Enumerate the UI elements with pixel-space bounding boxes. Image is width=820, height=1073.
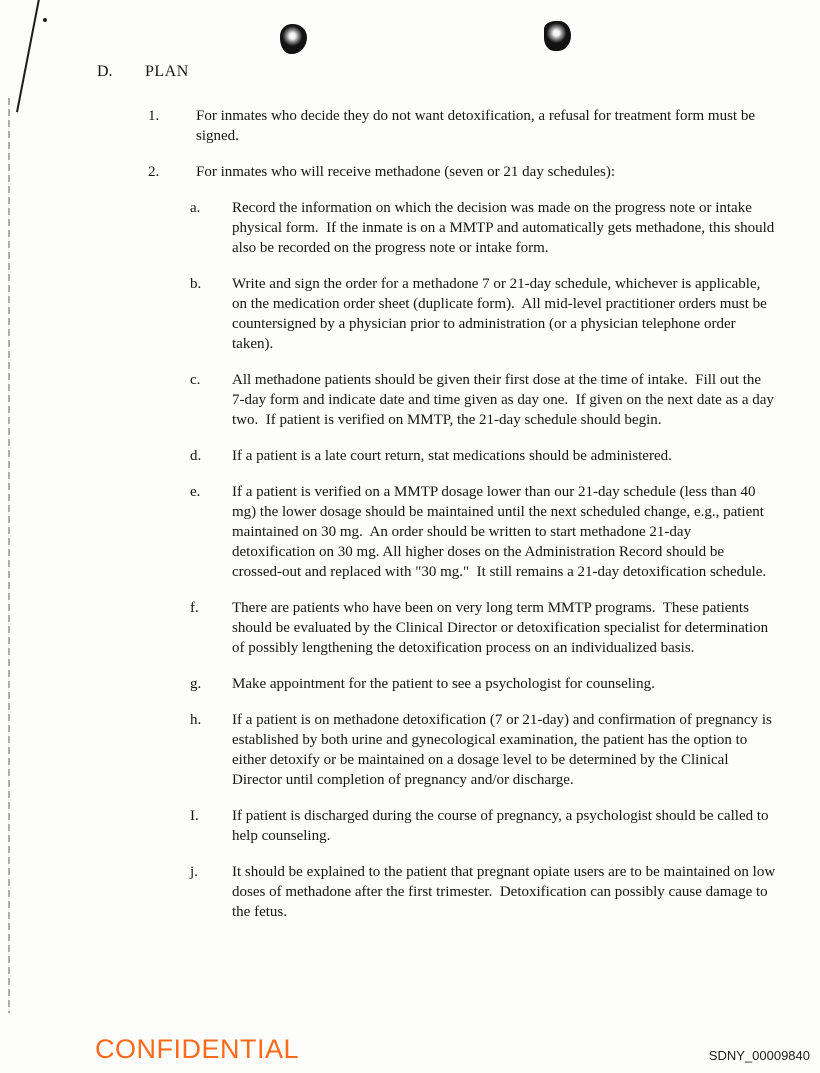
subitem-text: If patient is discharged during the course of pregnancy, a psychologist should be called to help counseling. [232,808,773,844]
document-content [0,62,820,938]
subitem-text: If a patient is on methadone detoxification (7 or 21-day) and confirmation of pregnancy is established by both urine and gynecological examination, the patient has the option to either detoxify or be maintained on a dosage level to be determined by the Clinical Director until completion of pregnancy and/or discharge. [232,712,776,788]
subitem-f [190,598,820,658]
subitem-b [190,274,820,354]
subitem-letter: g. [190,676,202,692]
subitem-g [190,674,820,694]
item-text: For inmates who will receive methadone (seven or 21 day schedules): [196,164,616,180]
item-text: For inmates who decide they do not want detoxification, a refusal for treatment form must be signed. [196,108,759,144]
subitem-text: If a patient is a late court return, stat medications should be administered. [232,448,672,464]
subitem-text: Make appointment for the patient to see a psychologist for counseling. [232,676,655,692]
section-heading [97,62,820,82]
subitem-h [190,710,820,790]
subitem-j [190,862,820,922]
subitem-text: It should be explained to the patient that pregnant opiate users are to be maintained on low doses of methadone after the first trimester. Detoxification can possibly cause damage to the fetus. [232,864,779,920]
subitem-d [190,446,820,466]
subitem-letter: j. [190,864,198,880]
subitem-letter: h. [190,712,202,728]
subitem-text: If a patient is verified on a MMTP dosage lower than our 21-day schedule (less than 40 mg) the lower dosage should be maintained until the next scheduled change, e.g., patient maintained on 30 mg. An order should be written to start methadone 21-day detoxification on 30 mg. All higher doses on the Administration Record should be crossed-out and replaced with "30 mg." It still remains a 21-day detoxification schedule. [232,484,768,580]
plan-item-2-subitems [190,198,820,922]
confidential-stamp: CONFIDENTIAL [95,1034,300,1064]
subitem-letter: f. [190,600,199,616]
subitem-i [190,806,820,846]
subitem-letter: b. [190,276,202,292]
section-title: PLAN [145,63,189,80]
subitem-letter: I. [190,808,199,824]
subitem-letter: a. [190,200,201,216]
fastener-mark-right-icon [544,21,571,51]
subitem-text: All methadone patients should be given their first dose at the time of intake. Fill out the 7-day form and indicate date and time given as day one. If given on the next date as a day two. If patient is verified on MMTP, the 21-day schedule should begin. [232,372,778,428]
item-number: 1. [148,108,160,124]
subitem-text: Record the information on which the decision was made on the progress note or intake physical form. If the inmate is on a MMTP and automatically gets methadone, this should also be recorded on the progress note or intake form. [232,200,779,256]
plan-item-2 [148,162,820,922]
subitem-letter: d. [190,448,202,464]
subitem-a [190,198,820,258]
subitem-letter: c. [190,372,201,388]
subitem-letter: e. [190,484,201,500]
subitem-text: There are patients who have been on very long term MMTP programs. These patients should be evaluated by the Clinical Director or detoxification specialist for determination of possibly lengthening the detoxification process on an individualized basis. [232,600,772,656]
plan-item-1 [148,106,820,146]
item-number: 2. [148,164,160,180]
subitem-c [190,370,820,430]
bates-number: SDNY_00009840 [708,1048,810,1063]
subitem-e [190,482,820,582]
list-item [148,162,820,182]
list-item [148,106,820,146]
scan-speck [43,18,47,22]
subitem-text: Write and sign the order for a methadone 7 or 21-day schedule, whichever is applicable, on the medication order sheet (duplicate form). All mid-level practitioner orders must be countersigned by a physician prior to administration (or a physician telephone order taken). [232,276,771,352]
section-letter: D. [97,63,113,80]
fastener-mark-left-icon [280,24,307,54]
